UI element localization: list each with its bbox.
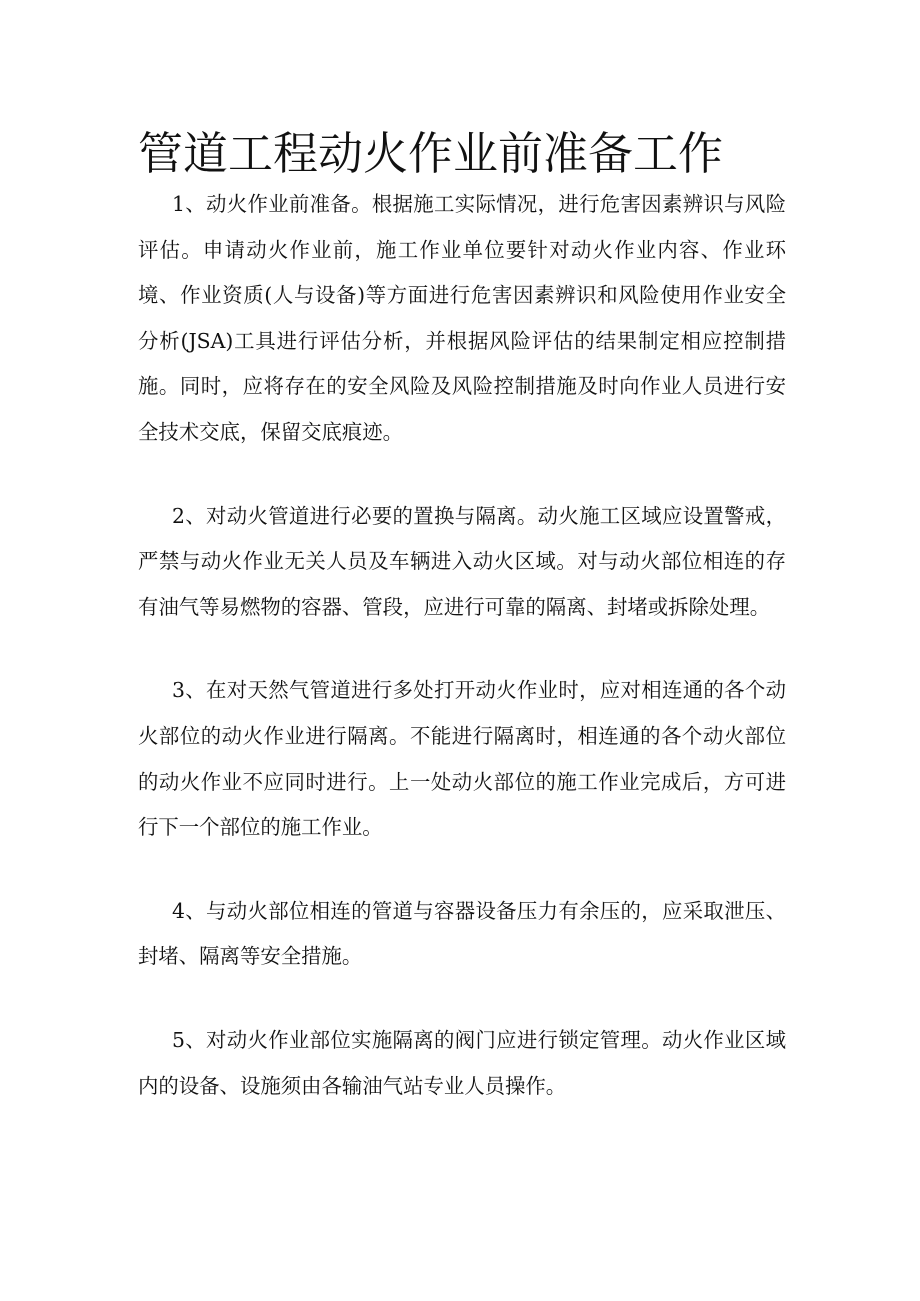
document-body bbox=[138, 182, 786, 1147]
paragraph-1: 1、动火作业前准备。根据施工实际情况，进行危害因素辨识与风险评估。申请动火作业前，施工作业单位要针对动火作业内容、作业环境、作业资质(人与设备)等方面进行危害因素辨识和风险使用作业安全分析(JSA)工具进行评估分析，并根据风险评估的结果制定相应控制措施。同时，应将存在的安全风险及风险控制措施及时向作业人员进行安全技术交底，保留交底痕迹。 bbox=[138, 192, 786, 444]
paragraph-2: 2、对动火管道进行必要的置换与隔离。动火施工区域应设置警戒，严禁与动火作业无关人员及车辆进入动火区域。对与动火部位相连的存有油气等易燃物的容器、管段，应进行可靠的隔离、封堵或拆除处理。 bbox=[138, 503, 786, 619]
paragraph-5: 5、对动火作业部位实施隔离的阀门应进行锁定管理。动火作业区域内的设备、设施须由各输油气站专业人员操作。 bbox=[138, 1027, 786, 1098]
paragraph-3: 3、在对天然气管道进行多处打开动火作业时，应对相连通的各个动火部位的动火作业进行隔离。不能进行隔离时，相连通的各个动火部位的动火作业不应同时进行。上一处动火部位的施工作业完成后，方可进行下一个部位的施工作业。 bbox=[138, 678, 786, 840]
paragraph-4: 4、与动火部位相连的管道与容器设备压力有余压的，应采取泄压、封堵、隔离等安全措施。 bbox=[138, 898, 786, 969]
document-title: 管道工程动火作业前准备工作 bbox=[138, 127, 724, 180]
